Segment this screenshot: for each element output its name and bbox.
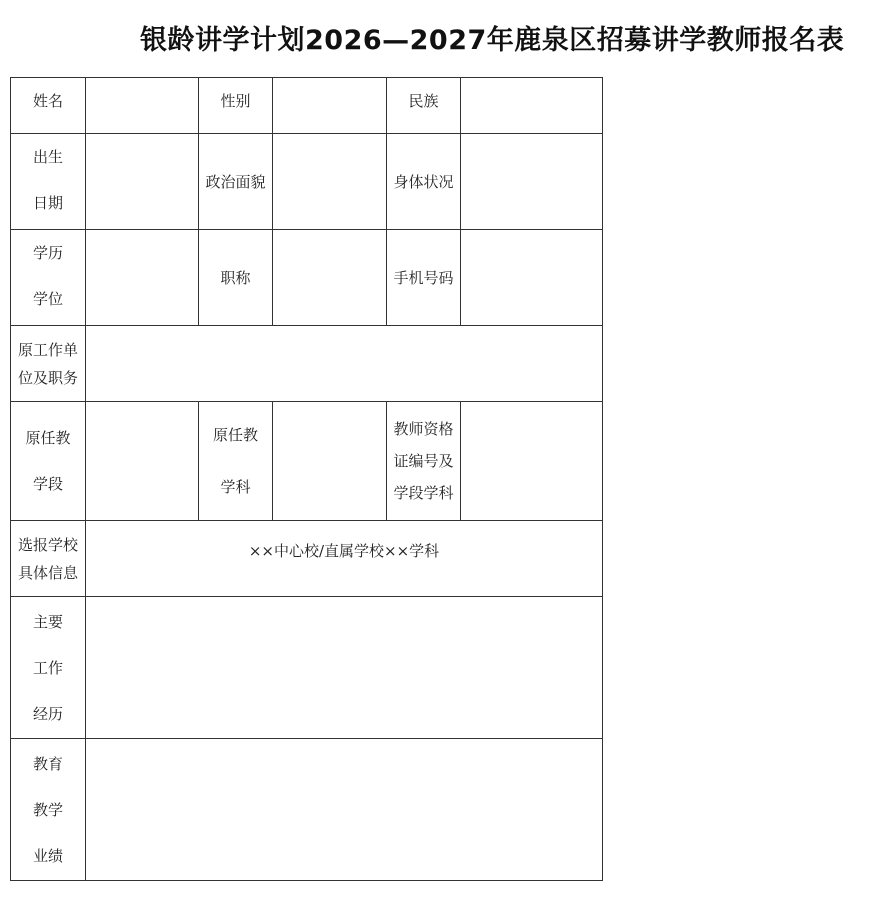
- health-status-field[interactable]: [461, 134, 603, 230]
- registration-form-table: [10, 77, 603, 881]
- professional-title-field[interactable]: [273, 230, 387, 326]
- gender-field[interactable]: [273, 78, 387, 134]
- education-label-line1: 学历: [32, 244, 63, 262]
- birth-date-field[interactable]: [86, 134, 199, 230]
- education-label-line2: 学位: [32, 290, 63, 308]
- achievements-label-line2: 教学: [32, 800, 63, 819]
- work-history-field[interactable]: [86, 597, 603, 739]
- previous-stage-label-line1: 原任教: [25, 429, 71, 447]
- achievements-label-line1: 教育: [32, 754, 63, 773]
- previous-employer-label: [11, 326, 86, 402]
- birth-date-label-line1: 出生: [32, 148, 63, 166]
- teaching-achievements-field[interactable]: [86, 739, 603, 881]
- previous-teaching-subject-label: [199, 402, 273, 521]
- work-history-label: [11, 597, 86, 739]
- phone-number-field[interactable]: [461, 230, 603, 326]
- political-status-label: 政治面貌: [199, 134, 273, 230]
- certificate-label-line1: 教师资格: [393, 420, 454, 438]
- name-label: 姓名: [11, 78, 86, 134]
- certificate-label-line2: 证编号及: [393, 452, 454, 470]
- ethnicity-label: 民族: [387, 78, 461, 134]
- school-choice-label-line1: 选报学校: [17, 535, 78, 554]
- previous-employer-label-line1: 原工作单: [17, 340, 78, 359]
- school-choice-field[interactable]: [86, 521, 603, 597]
- certificate-label-line3: 学段学科: [393, 484, 454, 502]
- previous-subject-label-line2: 学科: [220, 478, 251, 496]
- health-status-label: 身体状况: [387, 134, 461, 230]
- teacher-certificate-field[interactable]: [461, 402, 603, 521]
- political-status-field[interactable]: [273, 134, 387, 230]
- ethnicity-field[interactable]: [461, 78, 603, 134]
- previous-stage-label-line2: 学段: [32, 475, 63, 493]
- previous-subject-label-line1: 原任教: [212, 426, 258, 444]
- work-history-label-line2: 工作: [32, 658, 63, 677]
- name-field[interactable]: [86, 78, 199, 134]
- form-title: 银龄讲学计划2026—2027年鹿泉区招募讲学教师报名表: [140, 25, 845, 56]
- teaching-achievements-label: [11, 739, 86, 881]
- previous-teaching-stage-field[interactable]: [86, 402, 199, 521]
- previous-employer-label-line2: 位及职务: [17, 368, 78, 387]
- school-choice-label: [11, 521, 86, 597]
- birth-date-label-line2: 日期: [32, 194, 63, 212]
- professional-title-label: 职称: [199, 230, 273, 326]
- birth-date-label: [11, 134, 86, 230]
- education-degree-field[interactable]: [86, 230, 199, 326]
- school-choice-label-line2: 具体信息: [17, 563, 78, 582]
- gender-label: 性别: [199, 78, 273, 134]
- achievements-label-line3: 业绩: [32, 846, 63, 865]
- previous-teaching-subject-field[interactable]: [273, 402, 387, 521]
- phone-number-label: 手机号码: [387, 230, 461, 326]
- work-history-label-line1: 主要: [32, 612, 63, 631]
- school-choice-value: ××中心校/直属学校××学科: [248, 542, 440, 560]
- previous-employer-field[interactable]: [86, 326, 603, 402]
- work-history-label-line3: 经历: [32, 704, 63, 723]
- teacher-certificate-label: [387, 402, 461, 521]
- previous-teaching-stage-label: [11, 402, 86, 521]
- education-degree-label: [11, 230, 86, 326]
